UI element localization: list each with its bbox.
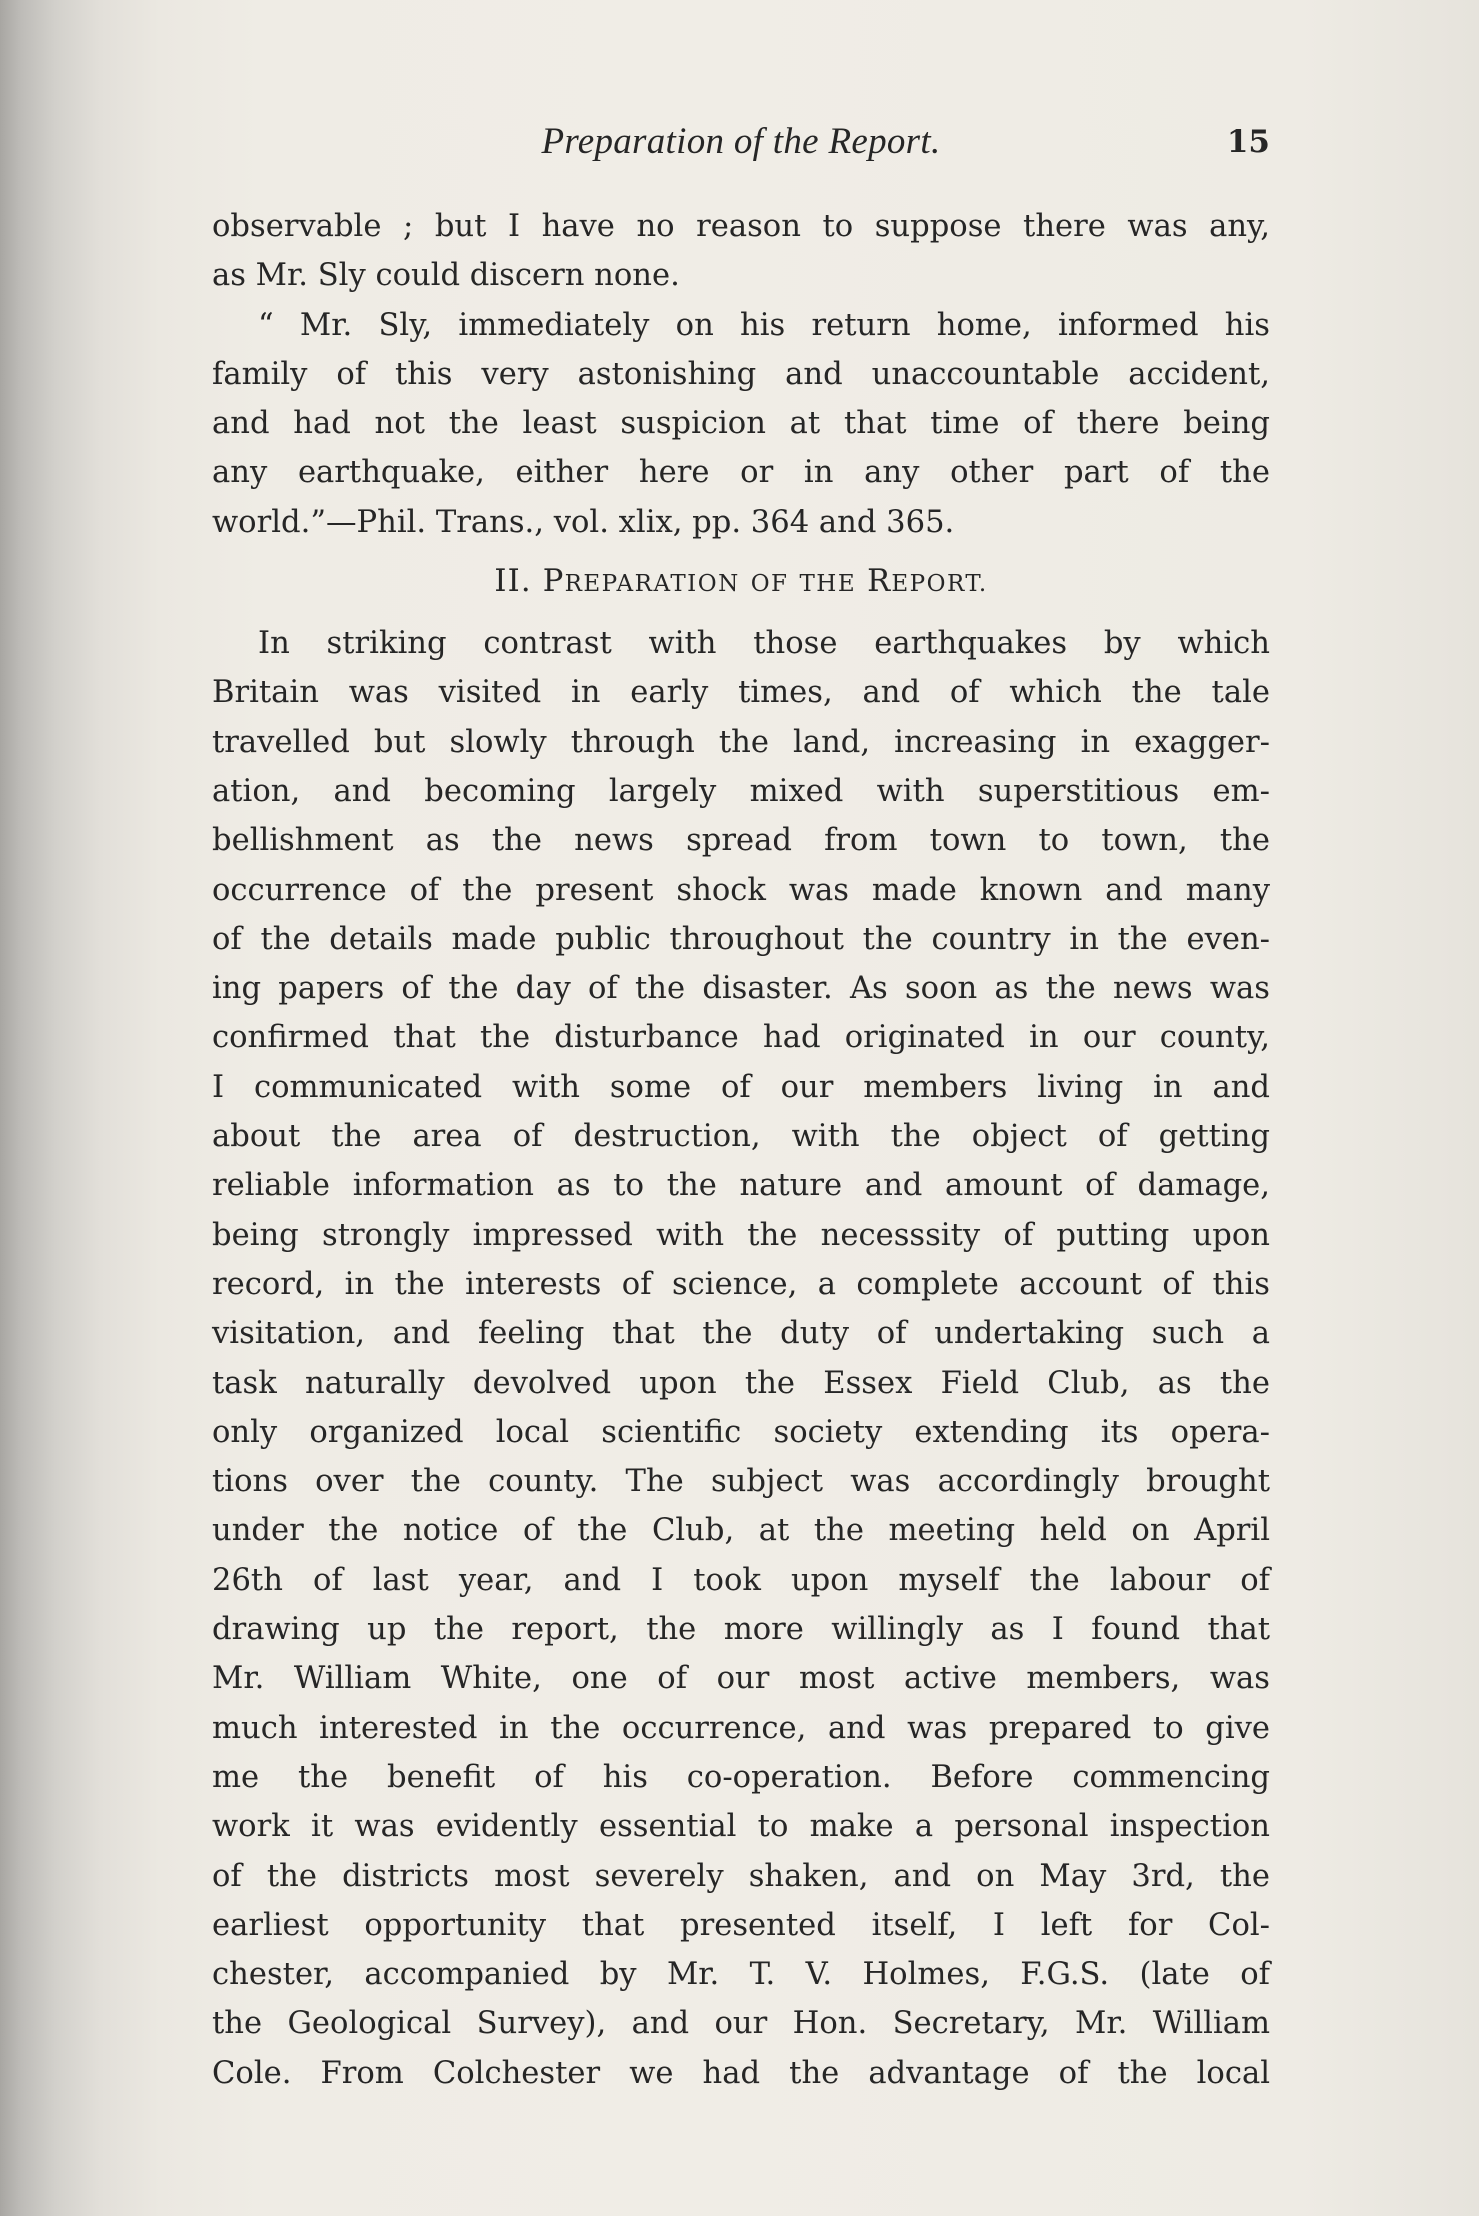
quote-paragraph bbox=[212, 202, 1270, 547]
text-line: “ Mr. Sly, immediately on his return home, informed his bbox=[258, 307, 1270, 343]
heading-initial: P bbox=[542, 564, 565, 600]
heading-initial: R bbox=[867, 564, 892, 600]
text-line: much interested in the occurrence, and was prepared to give bbox=[212, 1710, 1270, 1746]
text-line: record, in the interests of science, a complete account of this bbox=[212, 1266, 1270, 1302]
text-line: earliest opportunity that presented itself, I left for Col- bbox=[212, 1907, 1270, 1943]
text-line: the Geological Survey), and our Hon. Secretary, Mr. William bbox=[212, 2006, 1270, 2042]
heading-smallcaps: OF bbox=[750, 571, 789, 598]
text-line: ing papers of the day of the disaster. As soon as the news was bbox=[212, 971, 1270, 1007]
text-line: under the notice of the Club, at the meeting held on April bbox=[212, 1513, 1270, 1549]
text-line: Mr. William White, one of our most active members, was bbox=[212, 1661, 1270, 1697]
text-line: ation, and becoming largely mixed with superstitious em- bbox=[212, 773, 1270, 809]
text-line: me the benefit of his co-operation. Before commencing bbox=[212, 1759, 1270, 1795]
text-line: of the districts most severely shaken, and on May 3rd, the bbox=[212, 1858, 1270, 1894]
text-line: I communicated with some of our members living in and bbox=[212, 1069, 1270, 1105]
text-line: In striking contrast with those earthquakes by which bbox=[258, 626, 1270, 662]
text-line: 26th of last year, and I took upon myself the labour of bbox=[212, 1562, 1270, 1598]
running-head: Preparation of the Report. bbox=[541, 121, 941, 162]
text-line: Cole. From Colchester we had the advantage of the local bbox=[212, 2055, 1270, 2091]
text-line: work it was evidently essential to make a personal inspection bbox=[212, 1809, 1270, 1845]
text-line: bellishment as the news spread from town to town, the bbox=[212, 823, 1270, 859]
page-number: 15 bbox=[1226, 124, 1270, 160]
section-heading bbox=[212, 557, 1270, 619]
text-line: visitation, and feeling that the duty of undertaking such a bbox=[212, 1316, 1270, 1352]
heading-numeral: II. bbox=[494, 564, 532, 600]
page-body bbox=[212, 202, 1270, 2098]
text-line: reliable information as to the nature and amount of damage, bbox=[212, 1168, 1270, 1204]
text-line: and had not the least suspicion at that time of there being bbox=[212, 406, 1270, 442]
page-header bbox=[212, 118, 1270, 166]
text-line: only organized local scientific society extending its opera- bbox=[212, 1414, 1270, 1450]
text-line: drawing up the report, the more willingly as I found that bbox=[212, 1612, 1270, 1648]
text-line: Britain was visited in early times, and of which the tale bbox=[212, 675, 1270, 711]
text-line: world.”—Phil. Trans., vol. xlix, pp. 364 and 365. bbox=[212, 504, 955, 540]
text-line: occurrence of the present shock was made known and many bbox=[212, 872, 1270, 908]
text-line: of the details made public throughout the country in the even- bbox=[212, 921, 1270, 957]
heading-smallcaps: REPARATION bbox=[564, 571, 740, 598]
body-paragraph bbox=[212, 619, 1270, 2098]
text-line: observable ; but I have no reason to suppose there was any, bbox=[212, 209, 1270, 244]
text-line: about the area of destruction, with the object of getting bbox=[212, 1119, 1270, 1155]
heading-smallcaps: EPORT. bbox=[891, 571, 988, 598]
text-line: any earthquake, either here or in any other part of the bbox=[212, 455, 1270, 491]
text-line: travelled but slowly through the land, increasing in exagger- bbox=[212, 724, 1270, 760]
text-line: chester, accompanied by Mr. T. V. Holmes, F.G.S. (late of bbox=[212, 1957, 1270, 1993]
text-line: family of this very astonishing and unaccountable accident, bbox=[212, 356, 1270, 392]
heading-smallcaps: THE bbox=[799, 571, 857, 598]
text-line: as Mr. Sly could discern none. bbox=[212, 258, 680, 294]
text-line: being strongly impressed with the necesssity of putting upon bbox=[212, 1217, 1270, 1253]
text-line: confirmed that the disturbance had originated in our county, bbox=[212, 1020, 1270, 1056]
text-line: task naturally devolved upon the Essex Field Club, as the bbox=[212, 1365, 1270, 1401]
text-line: tions over the county. The subject was accordingly brought bbox=[212, 1464, 1270, 1500]
